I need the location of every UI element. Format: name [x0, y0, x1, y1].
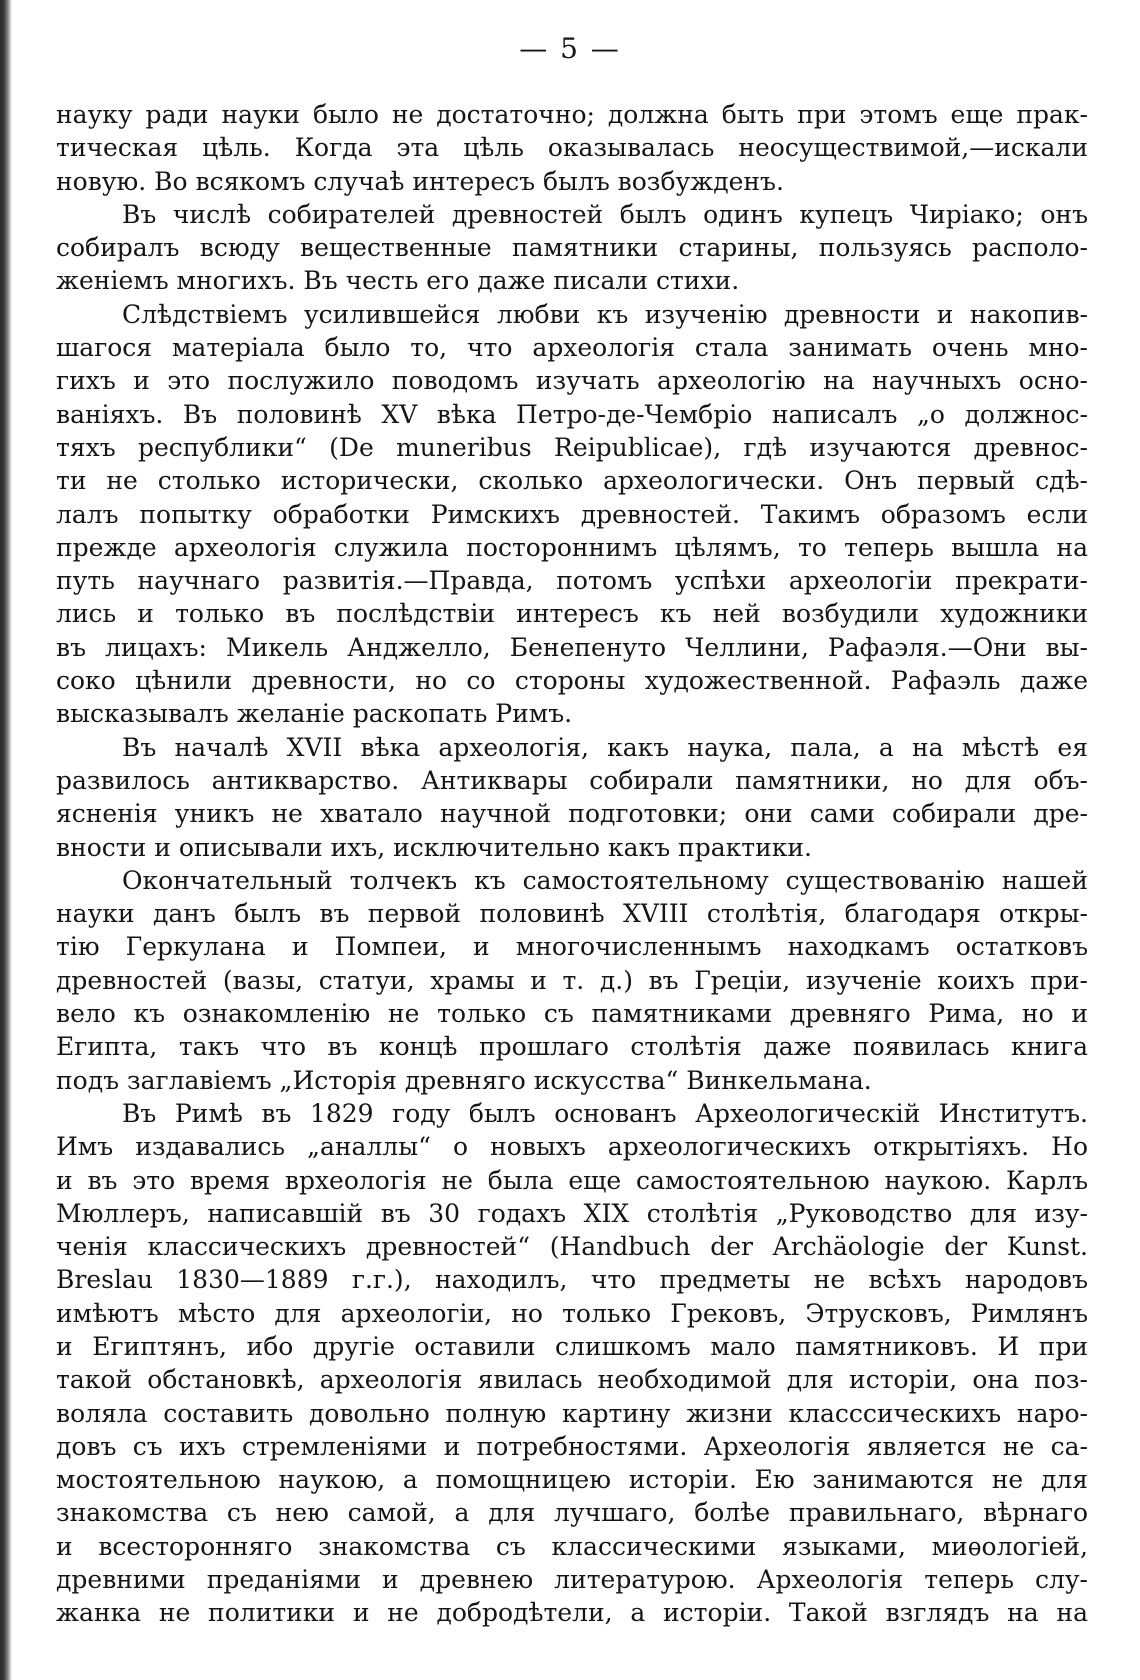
text-line: и въ это время врхеологія не была еще самостоятельною наукою. Карлъ	[56, 1165, 1088, 1195]
text-line: женіемъ многихъ. Въ честь его даже писали стихи.	[56, 266, 740, 296]
text-line: вело къ ознакомленію не только съ памятниками древняго Рима, но и	[56, 999, 1088, 1029]
text-line: новую. Во всякомъ случаѣ интересъ былъ возбужденъ.	[56, 166, 784, 196]
text-line: шагося матеріала было то, что археологія стала занимать очень мно-	[56, 333, 1088, 363]
text-line: Египта, такъ что въ концѣ прошлаго столѣтія даже появилась книга	[56, 1032, 1088, 1062]
scan-edge-shadow	[0, 0, 12, 1680]
text-line: тію Геркулана и Помпеи, и многочисленнымъ находкамъ остатковъ	[56, 932, 1088, 962]
paragraph-6	[56, 1097, 1088, 1630]
text-line: довъ съ ихъ стремленіями и потребностями. Археологія является не са-	[56, 1431, 1088, 1461]
text-line: Въ Римѣ въ 1829 году былъ основанъ Археологическій Институтъ.	[122, 1098, 1088, 1128]
text-line: Мюллеръ, написавшій въ 30 годахъ XIX столѣтія „Руководство для изу-	[56, 1198, 1088, 1228]
text-line: тическая цѣль. Когда эта цѣль оказывалась неосуществимой,—искали	[56, 133, 1088, 163]
text-line: развилось антикварство. Антиквары собирали памятники, но для объ-	[56, 765, 1088, 795]
text-line: Имъ издавались „аналлы“ о новыхъ археологическихъ открытіяхъ. Но	[56, 1132, 1088, 1162]
text-line: и всесторонняго знакомства съ классическими языками, миѳологіей,	[56, 1531, 1088, 1561]
text-line: ясненія уникъ не хватало научной подготовки; они сами собирали дре-	[56, 799, 1088, 829]
page-number: — 5 —	[519, 32, 621, 65]
text-line: лись и только въ послѣдствіи интересъ къ ней возбудили художники	[56, 599, 1088, 629]
paragraph-4	[56, 731, 1088, 864]
document-body	[56, 98, 1088, 1630]
text-line: соко цѣнили древности, но со стороны художественной. Рафаэль даже	[56, 666, 1088, 696]
text-line: Слѣдствіемъ усилившейся любви къ изученію древности и накопив-	[122, 299, 1088, 329]
text-line: вности и описывали ихъ, исключительно какъ практики.	[56, 832, 812, 862]
text-line: гихъ и это послужило поводомъ изучать археологію на научныхъ осно-	[56, 366, 1088, 396]
text-line: науку ради науки было не достаточно; должна быть при этомъ еще прак-	[56, 100, 1088, 129]
text-line: лалъ попытку обработки Римскихъ древностей. Такимъ образомъ если	[56, 499, 1088, 529]
text-line: такой обстановкѣ, археологія явилась необходимой для исторіи, она поз-	[56, 1365, 1088, 1395]
text-line: въ лицахъ: Микель Анджелло, Бенепенуто Челлини, Рафаэля.—Они вы-	[56, 632, 1088, 662]
text-line: Въ началѣ XVII вѣка археологія, какъ наука, пала, а на мѣстѣ ея	[122, 732, 1088, 762]
text-line: знакомства съ нею самой, а для лучшаго, болѣе правильнаго, вѣрнаго	[56, 1498, 1088, 1528]
paragraph-2	[56, 198, 1088, 298]
text-line: ченія классическихъ древностей“ (Handbuch der Archäologie der Kunst.	[56, 1232, 1088, 1262]
text-line: науки данъ былъ въ первой половинѣ XVIII столѣтія, благодаря откры-	[56, 899, 1088, 929]
text-line: ти не столько исторически, сколько археологически. Онъ первый сдѣ-	[56, 466, 1088, 496]
paragraph-3	[56, 298, 1088, 731]
text-line: прежде археологія служила постороннимъ цѣлямъ, то теперь вышла на	[56, 532, 1088, 562]
text-line: Окончательный толчекъ къ самостоятельному существованію нашей	[122, 865, 1088, 895]
text-line: жанка не политики и не добродѣтели, а исторіи. Такой взглядъ на на	[56, 1598, 1088, 1628]
text-line: путь научнаго развитія.—Правда, потомъ успѣхи археологіи прекрати-	[56, 566, 1088, 596]
text-line: воляла составить довольно полную картину жизни класссическихъ наро-	[56, 1398, 1088, 1428]
text-line: тяхъ республики“ (De muneribus Reipublicae), гдѣ изучаются древнос-	[56, 432, 1088, 462]
text-line: подъ заглавіемъ „Исторія древняго искусства“ Винкельмана.	[56, 1065, 872, 1095]
text-line: высказывалъ желаніе раскопать Римъ.	[56, 699, 573, 729]
text-line: имѣютъ мѣсто для археологіи, но только Грековъ, Этрусковъ, Римлянъ	[56, 1298, 1088, 1328]
text-line: и Египтянъ, ибо другіе оставили слишкомъ мало памятниковъ. И при	[56, 1331, 1088, 1361]
text-line: собиралъ всюду вещественные памятники старины, пользуясь располо-	[56, 233, 1088, 263]
paragraph-1	[56, 98, 1088, 198]
text-line: древностей (вазы, статуи, храмы и т. д.) въ Греціи, изученіе коихъ при-	[56, 965, 1088, 995]
text-line: Breslau 1830—1889 г.г.), находилъ, что предметы не всѣхъ народовъ	[56, 1265, 1088, 1295]
text-line: древними преданіями и древнею литературою. Археологія теперь слу-	[56, 1565, 1088, 1595]
paragraph-5	[56, 864, 1088, 1097]
text-line: Въ числѣ собирателей древностей былъ одинъ купецъ Чиріако; онъ	[122, 199, 1088, 229]
text-line: мостоятельною наукою, а помощницею исторіи. Ею занимаются не для	[56, 1465, 1088, 1495]
text-line: ваніяхъ. Въ половинѣ XV вѣка Петро-де-Чембріо написалъ „о должнос-	[56, 399, 1088, 429]
